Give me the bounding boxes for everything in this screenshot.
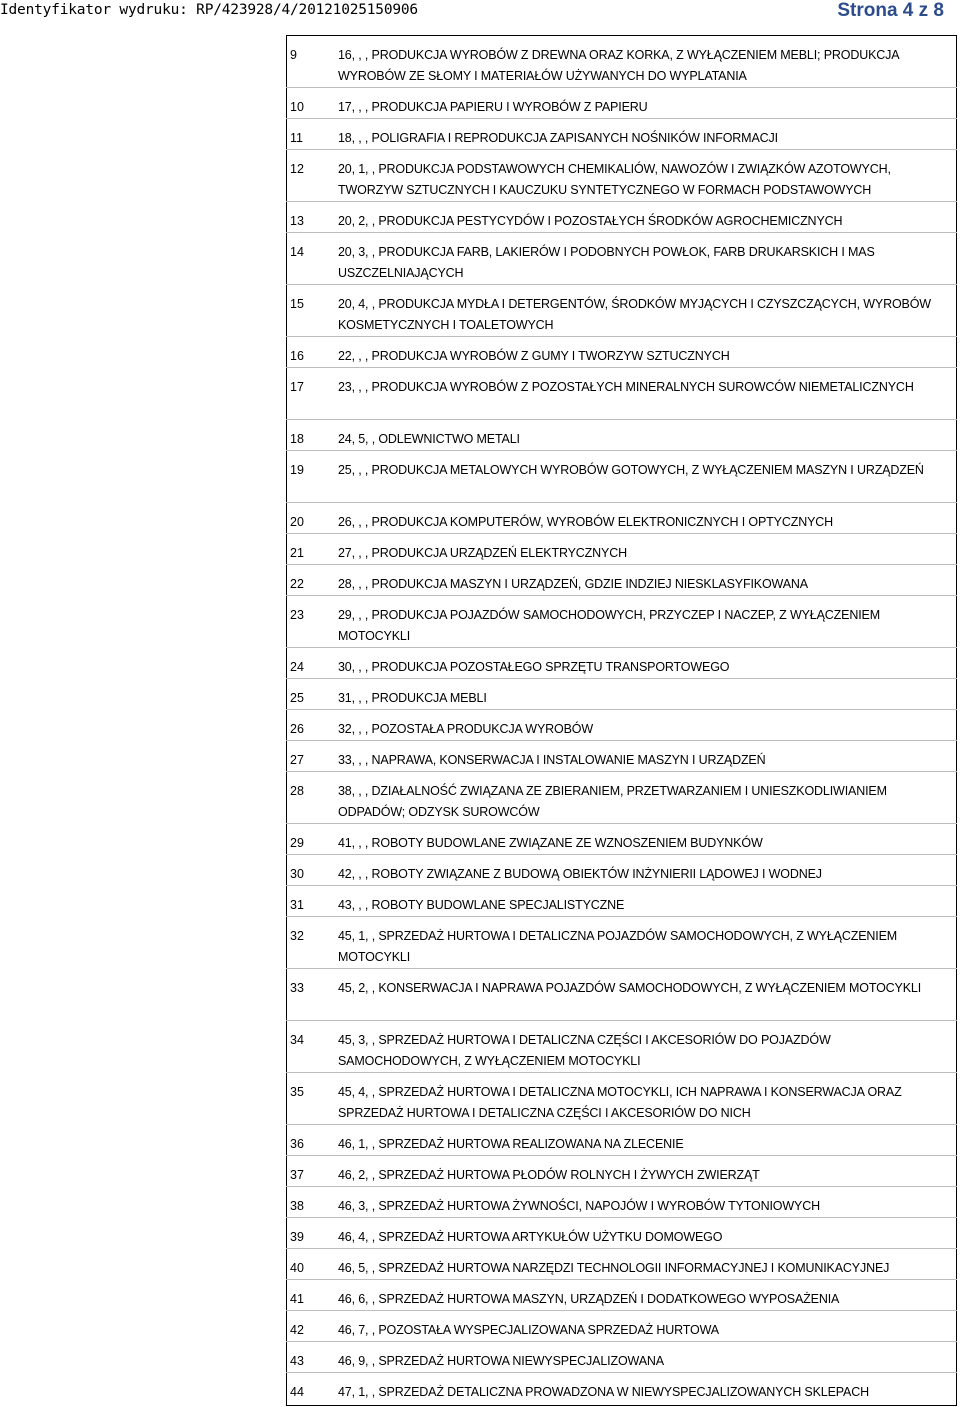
row-activity-text: 46, 9, , SPRZEDAŻ HURTOWA NIEWYSPECJALIZOWANA <box>338 1354 664 1368</box>
row-number: 30 <box>290 867 304 881</box>
row-number: 23 <box>290 608 304 622</box>
row-activity-text: 43, , , ROBOTY BUDOWLANE SPECJALISTYCZNE <box>338 898 625 912</box>
row-activity-text: 16, , , PRODUKCJA WYROBÓW Z DREWNA ORAZ KORKA, Z WYŁĄCZENIEM MEBLI; PRODUKCJA WYROBÓW ZE SŁOMY I MATERIAŁÓW UŻYWANYCH DO WYPLATANIA <box>338 48 899 83</box>
row-number: 38 <box>290 1199 304 1213</box>
row-number: 16 <box>290 349 304 363</box>
row-activity-text: 38, , , DZIAŁALNOŚĆ ZWIĄZANA ZE ZBIERANIEM, PRZETWARZANIEM I UNIESZKODLIWIANIEM ODPADÓW; ODZYSK SUROWCÓW <box>338 784 887 819</box>
row-number: 33 <box>290 981 304 995</box>
row-number: 40 <box>290 1261 304 1275</box>
row-activity-text: 27, , , PRODUKCJA URZĄDZEŃ ELEKTRYCZNYCH <box>338 546 627 560</box>
row-number: 17 <box>290 380 304 394</box>
row-activity-text: 29, , , PRODUKCJA POJAZDÓW SAMOCHODOWYCH, PRZYCZEP I NACZEP, Z WYŁĄCZENIEM MOTOCYKLI <box>338 608 880 643</box>
row-activity-text: 31, , , PRODUKCJA MEBLI <box>338 691 487 705</box>
row-activity-text: 47, 1, , SPRZEDAŻ DETALICZNA PROWADZONA W NIEWYSPECJALIZOWANYCH SKLEPACH <box>338 1385 869 1399</box>
row-activity-text: 20, 2, , PRODUKCJA PESTYCYDÓW I POZOSTAŁYCH ŚRODKÓW AGROCHEMICZNYCH <box>338 214 843 228</box>
row-number: 19 <box>290 463 304 477</box>
row-activity-text: 46, 7, , POZOSTAŁA WYSPECJALIZOWANA SPRZEDAŻ HURTOWA <box>338 1323 719 1337</box>
row-number: 11 <box>290 131 303 145</box>
row-number: 31 <box>290 898 304 912</box>
row-activity-text: 46, 4, , SPRZEDAŻ HURTOWA ARTYKUŁÓW UŻYTKU DOMOWEGO <box>338 1230 723 1244</box>
row-activity-text: 28, , , PRODUKCJA MASZYN I URZĄDZEŃ, GDZIE INDZIEJ NIESKLASYFIKOWANA <box>338 577 808 591</box>
row-activity-text: 45, 4, , SPRZEDAŻ HURTOWA I DETALICZNA MOTOCYKLI, ICH NAPRAWA I KONSERWACJA ORAZ SPRZEDAŻ HURTOWA I DETALICZNA CZĘŚCI I AKCESORIÓW DO NICH <box>338 1085 902 1120</box>
row-activity-text: 46, 6, , SPRZEDAŻ HURTOWA MASZYN, URZĄDZEŃ I DODATKOWEGO WYPOSAŻENIA <box>338 1292 840 1306</box>
row-number: 21 <box>290 546 304 560</box>
row-number: 14 <box>290 245 304 259</box>
row-activity-text: 45, 3, , SPRZEDAŻ HURTOWA I DETALICZNA CZĘŚCI I AKCESORIÓW DO POJAZDÓW SAMOCHODOWYCH, Z WYŁĄCZENIEM MOTOCYKLI <box>338 1033 831 1068</box>
row-number: 12 <box>290 162 304 176</box>
row-number: 41 <box>290 1292 304 1306</box>
row-activity-text: 46, 3, , SPRZEDAŻ HURTOWA ŻYWNOŚCI, NAPOJÓW I WYROBÓW TYTONIOWYCH <box>338 1199 820 1213</box>
row-number: 37 <box>290 1168 304 1182</box>
row-activity-text: 18, , , POLIGRAFIA I REPRODUKCJA ZAPISANYCH NOŚNIKÓW INFORMACJI <box>338 131 778 145</box>
row-activity-text: 32, , , POZOSTAŁA PRODUKCJA WYROBÓW <box>338 722 593 736</box>
row-activity-text: 45, 1, , SPRZEDAŻ HURTOWA I DETALICZNA POJAZDÓW SAMOCHODOWYCH, Z WYŁĄCZENIEM MOTOCYKLI <box>338 929 898 964</box>
row-activity-text: 46, 1, , SPRZEDAŻ HURTOWA REALIZOWANA NA ZLECENIE <box>338 1137 684 1151</box>
row-number: 25 <box>290 691 304 705</box>
row-activity-text: 23, , , PRODUKCJA WYROBÓW Z POZOSTAŁYCH MINERALNYCH SUROWCÓW NIEMETALICZNYCH <box>338 380 914 394</box>
row-activity-text: 33, , , NAPRAWA, KONSERWACJA I INSTALOWANIE MASZYN I URZĄDZEŃ <box>338 753 766 767</box>
row-number: 13 <box>290 214 304 228</box>
row-activity-text: 30, , , PRODUKCJA POZOSTAŁEGO SPRZĘTU TRANSPORTOWEGO <box>338 660 730 674</box>
row-number: 22 <box>290 577 304 591</box>
row-activity-text: 24, 5, , ODLEWNICTWO METALI <box>338 432 520 446</box>
row-activity-text: 20, 1, , PRODUKCJA PODSTAWOWYCH CHEMIKALIÓW, NAWOZÓW I ZWIĄZKÓW AZOTOWYCH, TWORZYW SZTUCZNYCH I KAUCZUKU SYNTETYCZNEGO W FORMACH PODSTAWOWYCH <box>338 162 891 197</box>
row-number: 18 <box>290 432 304 446</box>
row-activity-text: 46, 5, , SPRZEDAŻ HURTOWA NARZĘDZI TECHNOLOGII INFORMACYJNEJ I KOMUNIKACYJNEJ <box>338 1261 890 1275</box>
row-number: 35 <box>290 1085 304 1099</box>
row-number: 36 <box>290 1137 304 1151</box>
row-number: 28 <box>290 784 304 798</box>
row-number: 43 <box>290 1354 304 1368</box>
row-number: 42 <box>290 1323 304 1337</box>
row-activity-text: 20, 4, , PRODUKCJA MYDŁA I DETERGENTÓW, ŚRODKÓW MYJĄCYCH I CZYSZCZĄCYCH, WYROBÓW KOSMETYCZNYCH I TOALETOWYCH <box>338 297 931 332</box>
row-activity-text: 22, , , PRODUKCJA WYROBÓW Z GUMY I TWORZYW SZTUCZNYCH <box>338 349 730 363</box>
row-activity-text: 45, 2, , KONSERWACJA I NAPRAWA POJAZDÓW SAMOCHODOWYCH, Z WYŁĄCZENIEM MOTOCYKLI <box>338 981 922 995</box>
row-number: 20 <box>290 515 304 529</box>
row-number: 10 <box>290 100 304 114</box>
row-activity-text: 26, , , PRODUKCJA KOMPUTERÓW, WYROBÓW ELEKTRONICZNYCH I OPTYCZNYCH <box>338 515 834 529</box>
row-activity-text: 25, , , PRODUKCJA METALOWYCH WYROBÓW GOTOWYCH, Z WYŁĄCZENIEM MASZYN I URZĄDZEŃ <box>338 463 924 477</box>
row-number: 15 <box>290 297 304 311</box>
row-number: 32 <box>290 929 304 943</box>
row-activity-text: 46, 2, , SPRZEDAŻ HURTOWA PŁODÓW ROLNYCH I ŻYWYCH ZWIERZĄT <box>338 1168 760 1182</box>
row-number: 39 <box>290 1230 304 1244</box>
row-number: 44 <box>290 1385 304 1399</box>
page-number: Strona 4 z 8 <box>837 0 944 21</box>
row-number: 9 <box>290 48 297 62</box>
row-activity-text: 20, 3, , PRODUKCJA FARB, LAKIERÓW I PODOBNYCH POWŁOK, FARB DRUKARSKICH I MAS USZCZELNIAJĄCYCH <box>338 245 875 280</box>
row-number: 29 <box>290 836 304 850</box>
row-number: 27 <box>290 753 304 767</box>
row-number: 26 <box>290 722 304 736</box>
print-identifier: Identyfikator wydruku: RP/423928/4/20121025150906 <box>0 2 418 18</box>
row-activity-text: 42, , , ROBOTY ZWIĄZANE Z BUDOWĄ OBIEKTÓW INŻYNIERII LĄDOWEJ I WODNEJ <box>338 867 822 881</box>
row-activity-text: 41, , , ROBOTY BUDOWLANE ZWIĄZANE ZE WZNOSZENIEM BUDYNKÓW <box>338 836 763 850</box>
row-activity-text: 17, , , PRODUKCJA PAPIERU I WYROBÓW Z PAPIERU <box>338 100 648 114</box>
row-number: 24 <box>290 660 304 674</box>
row-number: 34 <box>290 1033 304 1047</box>
